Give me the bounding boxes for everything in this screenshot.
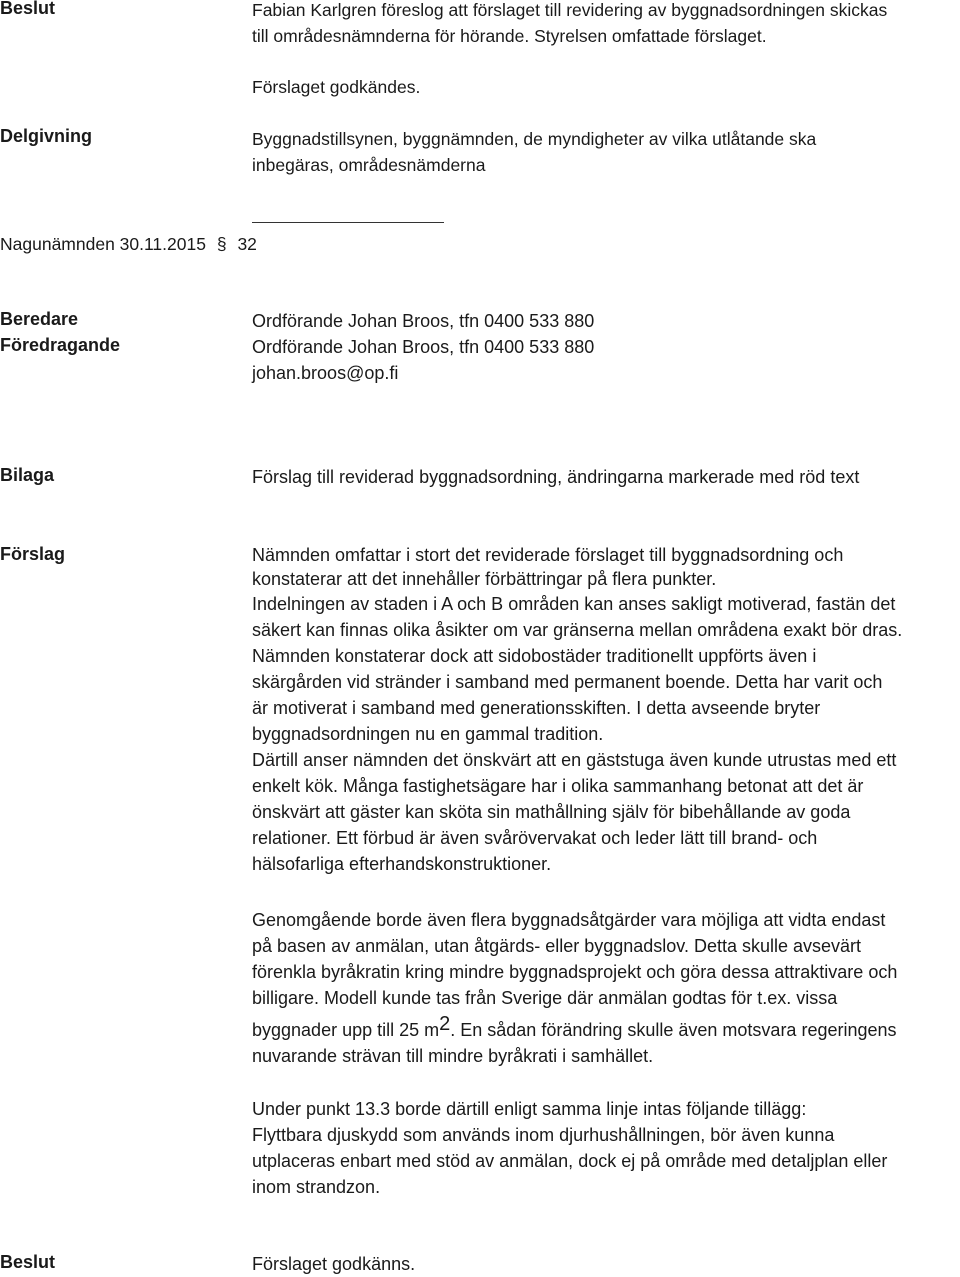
- forslag-line: hälsofarliga efterhandskonstruktioner.: [252, 854, 552, 874]
- foredragande-label: Föredragande: [0, 335, 121, 355]
- forslag-line: utplaceras enbart med stöd av anmälan, dock ej på område med detaljplan eller: [252, 1151, 888, 1171]
- forslag-label: Förslag: [0, 544, 66, 564]
- forslag-line: Under punkt 13.3 borde därtill enligt samma linje intas följande tillägg:: [252, 1099, 807, 1119]
- beslut-final-value: Förslaget godkänns.: [252, 1254, 416, 1274]
- beslut-decision: Förslaget godkändes.: [252, 77, 421, 97]
- forslag-line: Genomgående borde även flera byggnadsåtgärder vara möjliga att vidta endast: [252, 910, 886, 930]
- meeting-header: [0, 231, 257, 257]
- forslag-line: Flyttbara djuskydd som används inom djurhushållningen, bör även kunna: [252, 1125, 835, 1145]
- sq-superscript: 2: [439, 1013, 451, 1035]
- forslag-line: skärgården vid stränder i samband med permanent boende. Detta har varit och: [252, 672, 883, 692]
- forslag-line: förenkla byråkratin kring mindre byggnadsprojekt och göra dessa attraktivare och: [252, 962, 898, 982]
- meeting-title: Nagunämnden 30.11.2015: [0, 234, 206, 254]
- forslag-line: byggnadsordningen nu en gammal tradition.: [252, 724, 604, 744]
- forslag-paragraph-3: [252, 907, 960, 1069]
- beslut-line: Fabian Karlgren föreslog att förslaget till revidering av byggnadsordningen skickas: [252, 0, 888, 20]
- forslag-line: på basen av anmälan, utan åtgärds- eller byggnadslov. Detta skulle avsevärt: [252, 936, 862, 956]
- beslut-label: Beslut: [0, 0, 56, 18]
- delgivning-line: inbegäras, områdesnämderna: [252, 155, 486, 175]
- delgivning-text: [252, 126, 957, 178]
- beslut-final-label: Beslut: [0, 1252, 56, 1272]
- bilaga-label: Bilaga: [0, 465, 55, 485]
- beredare-label: Beredare: [0, 309, 79, 329]
- forslag-line: önskvärt att gäster kan sköta sin mathållning själv för bibehållande av goda: [252, 802, 851, 822]
- section-sign: §: [216, 234, 227, 254]
- forslag-line: [252, 1013, 960, 1043]
- foredragande-value: Ordförande Johan Broos, tfn 0400 533 880: [252, 337, 595, 357]
- forslag-line: relationer. Ett förbud är även svårövervakat och leder lätt till brand- och: [252, 828, 818, 848]
- beredare-value: Ordförande Johan Broos, tfn 0400 533 880: [252, 311, 595, 331]
- separator-line: [252, 222, 444, 223]
- forslag-paragraph-4: [252, 1096, 960, 1200]
- forslag-line: Därtill anser nämnden det önskvärt att en gäststuga även kunde utrustas med ett: [252, 750, 897, 770]
- beslut-line: till områdesnämnderna för hörande. Styrelsen omfattade förslaget.: [252, 26, 767, 46]
- sq-text-before: byggnader upp till 25 m: [252, 1020, 440, 1040]
- section-number: 32: [237, 234, 257, 254]
- forslag-line: är motiverat i samband med generationsskiften. I detta avseende bryter: [252, 698, 821, 718]
- forslag-line: säkert kan finnas olika åsikter om var gränserna mellan områdena exakt bör dras.: [252, 620, 903, 640]
- forslag-line: konstaterar att det innehåller förbättringar på flera punkter.: [252, 569, 717, 589]
- forslag-line: enkelt kök. Många fastighetsägare har i olika sammanhang betonat att det är: [252, 776, 864, 796]
- forslag-line: billigare. Modell kunde tas från Sverige där anmälan godtas för t.ex. vissa: [252, 988, 838, 1008]
- forslag-body: [252, 543, 960, 877]
- forslag-line: nuvarande strävan till mindre byråkrati i samhället.: [252, 1046, 654, 1066]
- forslag-line: inom strandzon.: [252, 1177, 381, 1197]
- forslag-line: Indelningen av staden i A och B områden kan anses sakligt motiverad, fastän det: [252, 594, 896, 614]
- forslag-line: Nämnden konstaterar dock att sidobostäder traditionellt uppförts även i: [252, 646, 817, 666]
- forslag-line: Nämnden omfattar i stort det reviderade förslaget till byggnadsordning och: [252, 545, 844, 565]
- foredragande-email: johan.broos@op.fi: [252, 363, 399, 383]
- delgivning-label: Delgivning: [0, 126, 93, 146]
- beslut-text: [252, 0, 957, 49]
- bilaga-value: Förslag till reviderad byggnadsordning, ändringarna markerade med röd text: [252, 467, 860, 487]
- delgivning-line: Byggnadstillsynen, byggnämnden, de myndigheter av vilka utlåtande ska: [252, 129, 817, 149]
- sq-text-after: . En sådan förändring skulle även motsvara regeringens: [450, 1020, 897, 1040]
